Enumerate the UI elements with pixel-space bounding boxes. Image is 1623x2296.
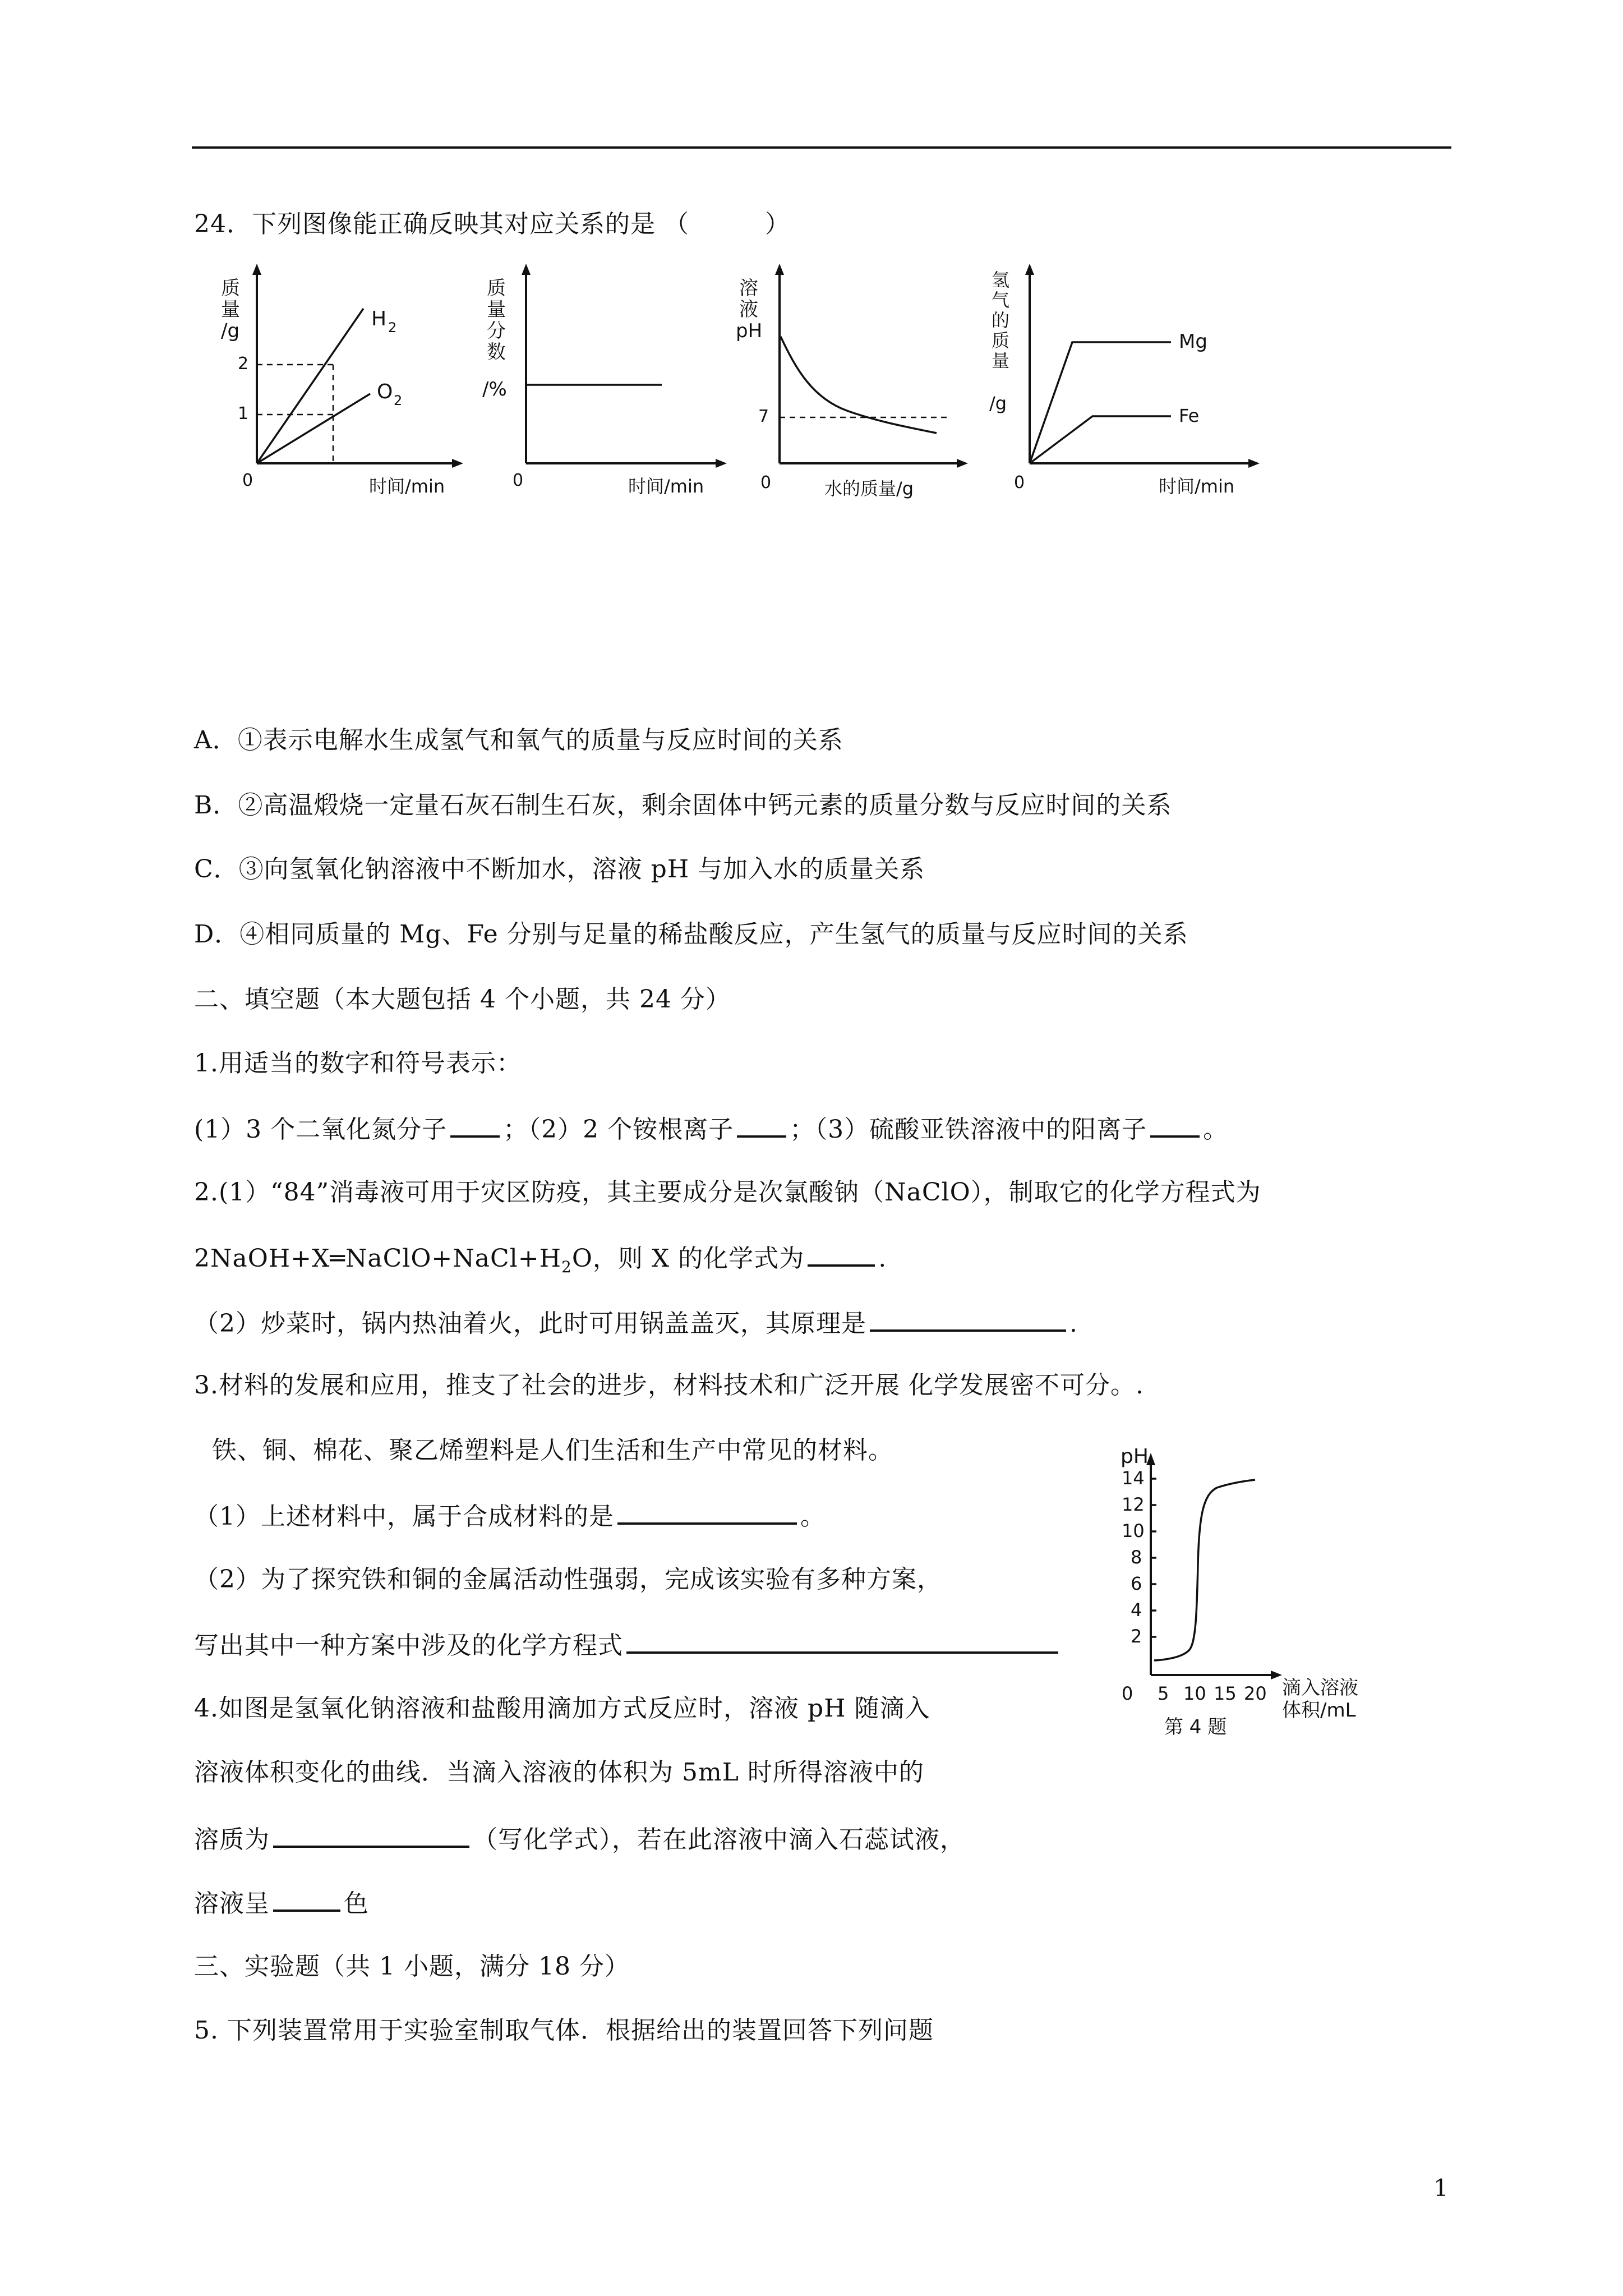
g1-tick-1: 1	[238, 404, 249, 424]
q2-question: O，则 X 的化学式为	[571, 1244, 805, 1273]
g3-origin: 0	[760, 473, 772, 493]
q1-part1: (1）3 个二氧化氮分子	[194, 1115, 448, 1144]
g2-xlabel: 时间/min	[628, 476, 704, 497]
q1-part2: ；（2）2 个铵根离子	[503, 1115, 734, 1144]
q3-line-1: 3.材料的发展和应用，推支了社会的进步，材料技术和广泛开展 化学发展密不可分。.	[194, 1371, 1144, 1400]
q2-line-1: 2.(1）“84”消毒液可用于灾区防疫，其主要成分是次氯酸钠（NaClO），制取它的化学方程式为	[194, 1178, 1261, 1207]
q1-part3: ；（3）硫酸亚铁溶液中的阳离子	[790, 1115, 1147, 1144]
q4-part2: （写化学式），若在此溶液中滴入石蕊试液，	[473, 1825, 965, 1854]
q3-blank-1[interactable]	[617, 1498, 797, 1525]
q24-option-a: A．①表示电解水生成氢气和氧气的质量与反应时间的关系	[194, 726, 843, 754]
q1-line	[194, 1111, 1228, 1147]
g1-xlabel: 时间/min	[369, 476, 445, 497]
g4-xlabel: 时间/min	[1159, 476, 1235, 497]
q4-figure	[1110, 1436, 1424, 1761]
g1-ylabel-2: 量	[221, 298, 240, 321]
g1-tick-2: 2	[238, 354, 249, 374]
q4-part4: 色	[344, 1889, 369, 1918]
graph-2	[482, 264, 727, 497]
g4-series-fe: Fe	[1179, 405, 1200, 426]
g4-ylabel-1: 氢	[992, 269, 1010, 291]
q4-xlabel-2: 体积/mL	[1282, 1699, 1356, 1722]
q4-line-4	[194, 1885, 369, 1921]
q2-line-2	[194, 1240, 887, 1284]
q4-blank-1[interactable]	[273, 1821, 469, 1848]
q4-ytick-10: 10	[1122, 1520, 1145, 1542]
q4-ytick-8: 8	[1131, 1547, 1142, 1568]
q4-xtick-5: 5	[1158, 1683, 1169, 1704]
g1-o2-subscript: 2	[394, 393, 403, 408]
g4-ylabel-5: 量	[992, 350, 1010, 371]
q4-line-1: 4.如图是氢氧化钠溶液和盐酸用滴加方式反应时，溶液 pH 随滴入	[194, 1694, 930, 1723]
q4-xtick-15: 15	[1214, 1683, 1237, 1704]
g1-ylabel-1: 质	[221, 277, 240, 300]
q24-option-d: D．④相同质量的 Mg、Fe 分别与足量的稀盐酸反应，产生氢气的质量与反应时间的关系	[194, 920, 1188, 949]
g4-series-mg: Mg	[1179, 330, 1207, 353]
q4-ylabel: pH	[1121, 1445, 1149, 1468]
graph-3	[736, 264, 968, 499]
q2-end: .	[878, 1244, 887, 1273]
q1-blank-1[interactable]	[450, 1111, 500, 1138]
q4-ytick-12: 12	[1122, 1494, 1145, 1515]
g2-ylabel-2: 量	[487, 298, 506, 321]
g2-ylabel-5: /%	[482, 378, 507, 401]
q4-xtick-0: 0	[1122, 1683, 1133, 1704]
g4-ylabel-2: 气	[992, 289, 1010, 311]
q4-part1: 溶质为	[194, 1825, 270, 1854]
q4-blank-2[interactable]	[273, 1885, 340, 1912]
q4-part3: 溶液呈	[194, 1889, 270, 1918]
g3-tick-7: 7	[758, 407, 769, 426]
graph-1	[221, 264, 463, 497]
q4-ytick-2: 2	[1131, 1626, 1142, 1647]
g2-ylabel-3: 分	[487, 320, 506, 342]
section2-heading: 二、填空题（本大题包括 4 个小题，共 24 分）	[194, 985, 731, 1014]
q3-line-5	[194, 1627, 1062, 1663]
g4-origin: 0	[1014, 473, 1025, 493]
q4-ytick-4: 4	[1131, 1599, 1142, 1621]
q24-option-b: B．②高温煅烧一定量石灰石制生石灰，剩余固体中钙元素的质量分数与反应时间的关系	[194, 791, 1172, 820]
q2-blank-1[interactable]	[808, 1240, 875, 1267]
q2-equation: 2NaOH+X═NaClO+NaCl+H	[194, 1244, 561, 1273]
q4-xlabel-1: 滴入溶液	[1282, 1677, 1358, 1699]
q3-line-4: （2）为了探究铁和铜的金属活动性强弱，完成该实验有多种方案，	[194, 1565, 942, 1594]
q24-option-c: C．③向氢氧化钠溶液中不断加水，溶液 pH 与加入水的质量关系	[194, 855, 925, 884]
q2-blank-2[interactable]	[870, 1305, 1066, 1332]
graph-4	[989, 264, 1260, 497]
q4-line-2: 溶液体积变化的曲线．当滴入溶液的体积为 5mL 时所得溶液中的	[194, 1758, 924, 1787]
q1-stem: 1.用适当的数字和符号表示：	[194, 1049, 522, 1078]
g3-ylabel-2: 液	[739, 298, 758, 321]
q3-part1: （1）上述材料中，属于合成材料的是	[194, 1502, 614, 1531]
g1-series-h2: H	[371, 307, 387, 330]
g4-ylabel-6: /g	[989, 393, 1007, 414]
q2-part2: （2）炒菜时，锅内热油着火，此时可用锅盖盖灭，其原理是	[194, 1309, 866, 1338]
g2-ylabel-1: 质	[487, 277, 506, 300]
q2-subscript: 2	[561, 1257, 572, 1276]
g2-origin: 0	[513, 471, 524, 490]
page-number: 1	[1433, 2174, 1449, 2202]
section3-heading: 三、实验题（共 1 小题，满分 18 分）	[194, 1952, 630, 1981]
q3-line-3	[194, 1498, 826, 1534]
q3-end: 。	[800, 1502, 826, 1531]
g1-series-o2: O	[377, 380, 393, 403]
q4-caption: 第 4 题	[1164, 1716, 1227, 1738]
q3-line-2: 铁、铜、棉花、聚乙烯塑料是人们生活和生产中常见的材料。	[212, 1436, 893, 1465]
top-rule	[192, 146, 1451, 149]
q1-end: 。	[1203, 1115, 1229, 1144]
g2-ylabel-4: 数	[487, 341, 506, 364]
g4-ylabel-3: 的	[992, 310, 1010, 331]
q4-line-3	[194, 1821, 965, 1857]
q2-end-2: .	[1069, 1309, 1078, 1338]
g1-origin: 0	[242, 471, 253, 490]
q3-part2: 写出其中一种方案中涉及的化学方程式	[194, 1631, 623, 1660]
q1-blank-3[interactable]	[1150, 1111, 1200, 1138]
q3-blank-2[interactable]	[626, 1627, 1058, 1654]
q2-line-3	[194, 1305, 1078, 1341]
q4-ytick-14: 14	[1122, 1467, 1145, 1489]
q4-ytick-6: 6	[1131, 1573, 1142, 1594]
q1-blank-2[interactable]	[737, 1111, 786, 1138]
q4-xtick-10: 10	[1183, 1683, 1206, 1704]
g1-h2-subscript: 2	[388, 320, 397, 335]
q4-xtick-20: 20	[1244, 1683, 1267, 1704]
g1-ylabel-3: /g	[221, 320, 240, 342]
g3-ylabel-3: pH	[736, 320, 763, 342]
g3-xlabel: 水的质量/g	[824, 478, 914, 499]
g4-ylabel-4: 质	[992, 330, 1010, 351]
q24-figures	[213, 264, 1267, 522]
q24-stem: 24．下列图像能正确反映其对应关系的是 （ ）	[194, 210, 790, 238]
g3-ylabel-1: 溶	[739, 277, 758, 300]
q5-stem: 5. 下列装置常用于实验室制取气体．根据给出的装置回答下列问题	[194, 2016, 934, 2045]
